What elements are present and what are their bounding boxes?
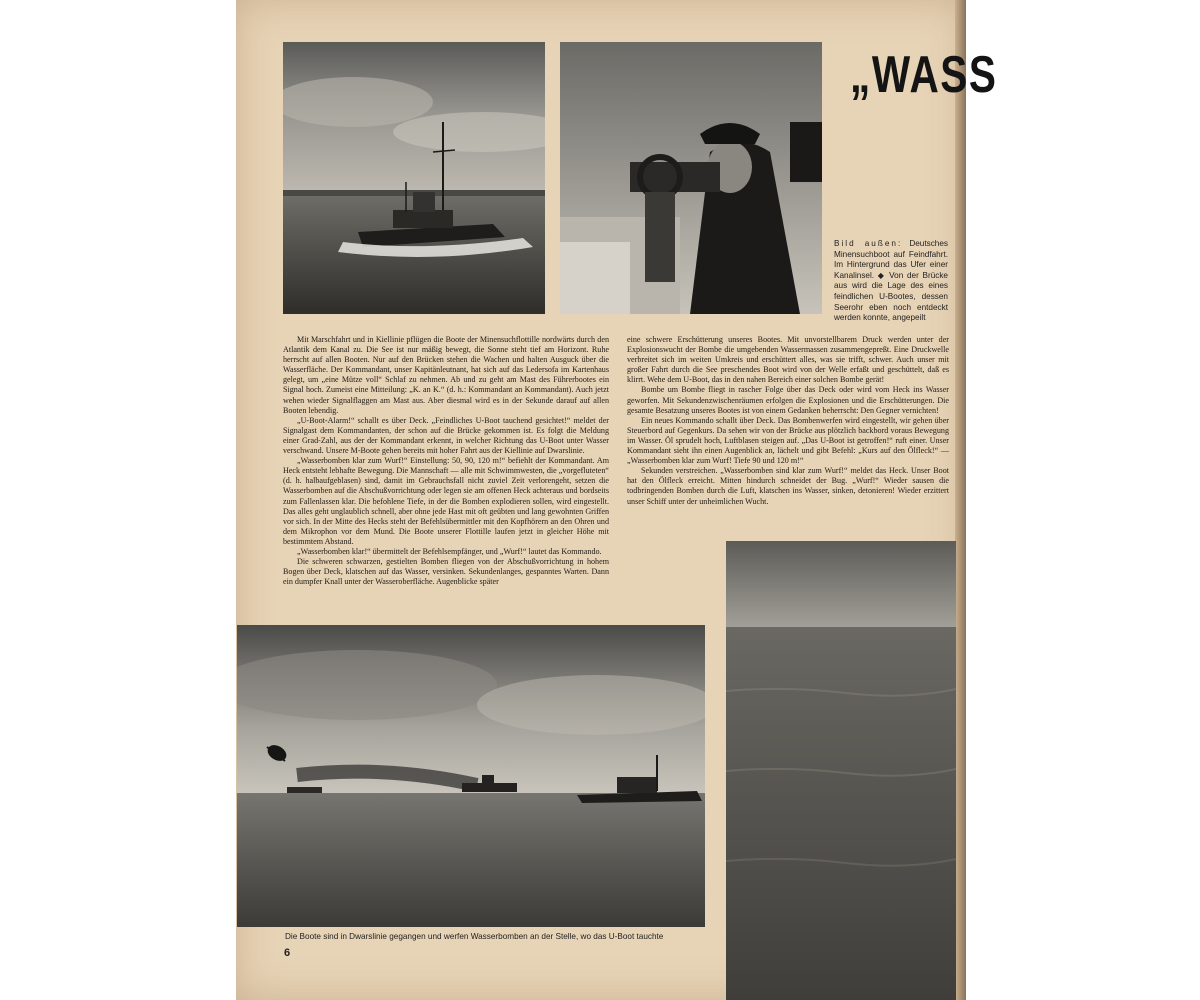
paragraph: Ein neues Kommando schallt über Deck. Das Bombenwerfen wird eingestellt, wir gehen über Steuerbord auf Gegenkurs. Da sehen wir von der Brücke aus plötzlich backbord voraus Bewegung im Wasser. Öl sprudelt hoch, Luftblasen steigen auf. „Das U-Boot ist getroffen!“ ruft einer. Unser Kommandant sieht ihn einen Augenblick an, lächelt und gibt Befehl: „Kurs auf den Ölfleck!“ — „Wasserbomben klar zum Wurf! Tiefe 90 und 120 m!“ — [627, 415, 949, 466]
paragraph: „U-Boot-Alarm!“ schallt es über Deck. „Feindliches U-Boot tauchend gesichtet!“ meldet der Signalgast dem Kommandanten, der schon auf die Brücke gekommen ist. Es folgt die Meldung einer Grad-Zahl, aus der der Kommandant erkennt, in welcher Richtung das U-Boot unter Wasser verschwand. Unsere M-Boote gehen bereits mit hoher Fahrt aus der Kiellinie auf Dwarslinie. — [283, 415, 609, 456]
caption-text: Deutsches Minensuchboot auf Feindfahrt. Im Hintergrund das Ufer einer Kanalinsel. ◆ Von der Brücke aus wird die Lage des eines feindlichen U-Bootes, dessen Seerohr eben noch entdeckt werden konnte, angepeilt — [834, 239, 949, 323]
paragraph: Mit Marschfahrt und in Kiellinie pflügen die Boote der Minensuchflottille nordwärts durch den Atlantik dem Kanal zu. Die See ist nur mäßig bewegt, die Sonne steht tief am Horizont. Ruhe herrscht auf allen Booten. Nur auf den Brücken stehen die Wachen und halten Ausguck über die Wasserfläche. Der Kommandant, unser Kapitänleutnant, hat sich auf das Ledersofa im Kartenhaus gelegt, um „eine Mütze voll“ Schlaf zu nehmen. Ab und zu geht am Mast des Führerbootes ein Signal hoch. Zumeist eine Mitteilung: „K. an K.“ (d. h.: Kommandant an Kommandant). Auch jetzt wehen wieder Signalflaggen am Mast aus. Aber diesmal wird es in der Sekunde darauf auf allen Booten lebendig. — [283, 335, 609, 415]
depth-charge-photo — [237, 625, 705, 927]
photo-caption-bottom: Die Boote sind in Dwarslinie gegangen und werfen Wasserbomben an der Stelle, wo das U-Boot tauchte — [285, 932, 664, 941]
paragraph: „Wasserbomben klar!“ übermittelt der Befehlsempfänger, und „Wurf!“ lautet das Kommando. — [297, 546, 602, 556]
paragraph: eine schwere Erschütterung unseres Bootes. Mit unvorstellbarem Druck werden unter der Explosionswucht der Bombe die umgebenden Wassermassen zusammengepreßt. Eine Druckwelle verbreitet sich im weiten Umkreis und erschüttert alles, was sie trifft, schwer. Auch unser mit großer Fahrt durch die See preschendes Boot wird von der Welle erfaßt und geschüttelt, daß es klirrt. Wehe dem U-Boot, das in den nahen Bereich einer solchen Bombe gerät! — [627, 335, 949, 385]
page-edge-shadow — [955, 0, 966, 1000]
article-title: „WASS — [850, 46, 998, 104]
minesweeper-photo — [283, 42, 545, 314]
caption-lead: Bild außen: — [834, 239, 903, 248]
officer-bearing-photo — [560, 42, 822, 314]
paragraph: Bombe um Bombe fliegt in rascher Folge über das Deck oder wird vom Heck ins Wasser geworfen. Mit Sekundenzwischenräumen erfolgen die Explosionen und die Erschütterungen. Die gesamte Besatzung unseres Bootes ist von einem Gedanken beherrscht: Den Gegner vernichten! — [627, 385, 949, 415]
paragraph: Die schweren schwarzen, gestielten Bomben fliegen von der Abschußvorrichtung in hohem Bogen über Deck, klatschen auf das Wasser, versinken. Sekundenlanges, gespanntes Warten. Dann ein dumpfer Knall unter der Wasseroberfläche. Augenblicke später — [283, 557, 609, 587]
page-number: 6 — [284, 947, 291, 959]
article-column-right — [627, 335, 949, 507]
article-column-left — [283, 335, 609, 587]
open-sea-photo — [726, 541, 956, 1000]
paragraph: „Wasserbomben klar zum Wurf!“ Einstellung: 50, 90, 120 m!“ befiehlt der Kommandant. Am Heck entsteht lebhafte Bewegung. Die Mannschaft — alle mit Schwimmwesten, die „vorgefluteten“ (d. h. halbaufgeblasen) sind, damit im Gebrauchsfall nicht zuviel Zeit verlorengeht, setzen die Wasserbomben auf die Abschußvorrichtung oder legen sie am offenen Heck achteraus und bordseits zum Fallenlassen klar. Die befohlene Tiefe, in der die Bomben explodieren sollen, wird eingestellt. Das alles geht unglaublich schnell, aber ohne jede Hast mit oft geübten und lang gewohnten Griffen vor sich. In der Mitte des Hecks steht der Befehlsübermittler mit den Kopfhörern an den Ohren und dem Mikrophon vor dem Mund. Die Boote unserer Flottille laufen jetzt in gleicher Höhe mit bestimmtem Abstand. — [283, 456, 609, 546]
paragraph: Sekunden verstreichen. „Wasserbomben sind klar zum Wurf!“ meldet das Heck. Unser Boot hat den Ölfleck erreicht. Mitten hindurch schneidet der Bug. „Wurf!“ Wieder sausen die todbringenden Bomben durch die Luft, klatschen ins Wasser, sinken, detonieren! Wieder erzittert unser Schiff unter der unheimlichen Wucht. — [627, 466, 949, 506]
photo-caption-right — [834, 239, 948, 324]
